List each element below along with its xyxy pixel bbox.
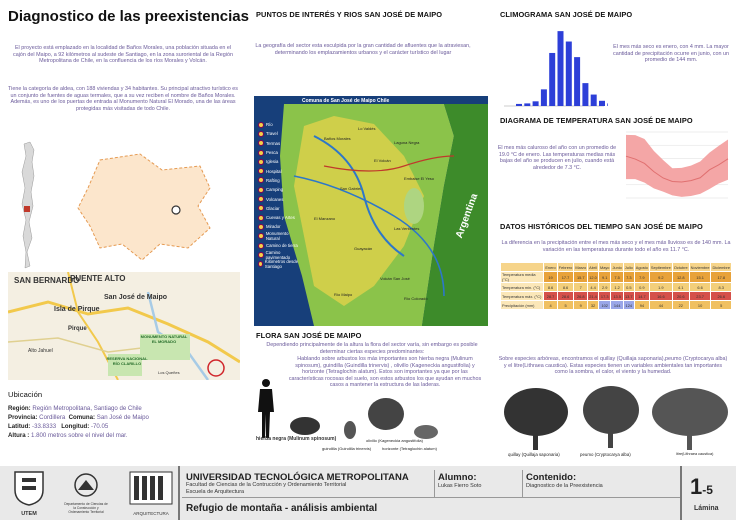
quillay-tree xyxy=(500,386,572,452)
contenido-value: Diagnostico de la Preexistencia xyxy=(526,483,603,489)
dept-logo xyxy=(64,472,108,516)
table-header-cell: Julio xyxy=(624,264,633,270)
region-value: Región Metropolitana, Santiago de Chile xyxy=(32,405,142,412)
place-label: El Volcán xyxy=(374,158,391,163)
university-name: UNIVERSIDAD TECNOLÓGICA METROPOLITANA xyxy=(186,472,409,483)
provincia-value: Cordillera xyxy=(39,414,66,422)
faculty-name: Facultad de Ciencias de la Contrucción y Ordenamiento Territorial xyxy=(186,482,347,488)
table-cell: 1.9 xyxy=(649,283,672,292)
tree-label: litre(Lithraea caustica) xyxy=(676,452,714,456)
table-row-label: Temperatura media (°C) xyxy=(501,272,544,283)
legend-item: Cuevas y Artes xyxy=(258,213,302,222)
place-label: Las Vertientes xyxy=(394,226,420,231)
climograma-bar xyxy=(524,103,530,106)
tree-label: peumo (Cryptocarya alba) xyxy=(580,452,631,457)
map-label-san-jose: San José de Maipo xyxy=(104,294,168,301)
clima-title: CLIMOGRAMA SAN JOSÉ DE MAIPO xyxy=(500,10,633,19)
historical-table xyxy=(500,262,732,310)
dept-label: Departamento de Ciencias de la Construcción y Ordenamiento Territorial xyxy=(64,502,108,514)
page-title: Diagnostico de las preexistencias xyxy=(8,8,249,25)
legend-item: Glaciar xyxy=(258,204,302,213)
utem-label: UTEM xyxy=(21,511,37,517)
table-cell: 4 xyxy=(544,301,557,310)
legend-item: Travel xyxy=(258,129,302,138)
table-cell: 4.1 xyxy=(672,283,689,292)
table-header-cell: Abril xyxy=(589,264,597,270)
contenido-label: Contenido: xyxy=(526,472,577,483)
table-row xyxy=(501,272,732,283)
table-cell: 8.3 xyxy=(711,283,732,292)
plant-label: guindilla (Guindilla trinervis) xyxy=(322,446,372,451)
climograma-bar xyxy=(566,42,572,106)
climograma-bar xyxy=(549,53,555,106)
temp-text: El mes más caluroso del año con un promedio de 19.0 °C de enero. Las temperaturas medias más bajas del año se producen en julio, cuando está alrededor de 7.3 °C. xyxy=(497,145,617,171)
table-cell: 17.3 xyxy=(598,292,611,301)
legend-item: Rafting xyxy=(258,176,302,185)
place-label: Embalse El Yeso xyxy=(404,176,435,181)
table-cell: 8.6 xyxy=(544,283,557,292)
table-row xyxy=(501,283,732,292)
alumno-label: Alumno: xyxy=(438,472,477,483)
lamina-label: Lámina xyxy=(694,505,719,512)
climograma-bar xyxy=(533,101,539,106)
legend-item: Camino pavimentado xyxy=(258,250,302,259)
intro-text-2: Tiene la categoría de aldea, con 188 viviendas y 34 habitantes. Su principal atractivo turístico es un conjunto de fuentes de aguas termales, que a su vez reciben el nombre de Baños Morales. Además, es uno de los puertas de entrada al Monumento Natural El Morado, una de las áreas protegidas más visitadas de todo Chile. xyxy=(8,86,238,112)
climograma-bar xyxy=(574,57,580,106)
map-label-los-quenes: Los Queñes xyxy=(158,370,180,375)
climograma-bar xyxy=(582,83,588,106)
school-name: Escuela de Arquitectura xyxy=(186,489,245,495)
table-cell: 7.9 xyxy=(634,272,649,283)
table-cell: 7.5 xyxy=(611,272,623,283)
table-cell: 2.9 xyxy=(598,283,611,292)
flora-text-right: Sobre especies arbóreas, encontramos el quillay (Quillaja saponaria),peumo (Cryptocarya alba) y el litre(Lithraea caustica). Estas especies tienen un variables ambientales tan importantes como la sombra, el calor, el viento y la humedad. xyxy=(498,356,728,376)
climograma-chart xyxy=(500,20,608,112)
arquitectura-logo xyxy=(128,470,174,516)
table-header-cell: Septiembre xyxy=(650,264,671,270)
altura-value: 1.800 metros sobre el nivel del mar. xyxy=(31,432,128,440)
table-cell: 4.4 xyxy=(588,283,599,292)
table-cell: 6.6 xyxy=(689,283,711,292)
climograma-bar xyxy=(558,31,564,106)
table-cell: 9.1 xyxy=(598,272,611,283)
location-marker xyxy=(172,206,180,214)
table-cell: 15.7 xyxy=(574,272,588,283)
climograma-bar xyxy=(541,89,547,106)
legend-item: Pesca xyxy=(258,148,302,157)
place-label: Río Maipo xyxy=(334,292,353,297)
hist-text: La diferencia en la precipitación entre el mes más seco y el mes más lluvioso es de 140 mm. La variación en las temperaturas durante todo el año es 11.7 °C. xyxy=(501,240,731,253)
points-of-interest-map xyxy=(254,96,488,326)
region-label: Región: xyxy=(8,405,31,412)
litre-tree xyxy=(648,386,732,452)
legend-item: Termas xyxy=(258,139,302,148)
table-cell: 44 xyxy=(649,301,672,310)
table-header-cell: Diciembre xyxy=(712,264,730,270)
legend-item: Río xyxy=(258,120,302,129)
table-cell: 26.6 xyxy=(711,292,732,301)
argentina-label: Argentina xyxy=(454,192,481,240)
latitud-label: Latitud: xyxy=(8,423,31,431)
table-cell: 17.7 xyxy=(557,272,574,283)
site-circle xyxy=(208,360,224,376)
map-label-reserva: RESERVA NACIONAL RÍO CLARILLO xyxy=(106,356,148,366)
table-header-cell: Marzo xyxy=(575,264,587,270)
table-cell: 15.1 xyxy=(689,272,711,283)
table-header-cell: Agosto xyxy=(635,264,648,270)
intro-text: El proyecto está emplazado en la localidad de Baños Morales, una población situada en el cajón del Maipo, a 92 kilómetros al sudeste de Santiago, en la zona suroriental de la Región Metropolitana de Chile, en la confluencia de los ríos Morales y Volcán. xyxy=(13,45,233,65)
climograma-bar xyxy=(591,95,597,106)
table-cell: 5 xyxy=(711,301,732,310)
map-label-puente-alto: PUENTE ALTO xyxy=(70,274,126,283)
map-label-alto-jahuel: Alto Jahuel xyxy=(28,348,53,354)
legend-item: Volcanes xyxy=(258,194,302,203)
alumno-name: Lukas Fierro Soto xyxy=(438,483,482,489)
legend-item: Monumento Natural xyxy=(258,232,302,241)
table-cell: 7 xyxy=(574,283,588,292)
table-cell: 0.9 xyxy=(634,283,649,292)
table-header-cell: Octubre xyxy=(673,264,688,270)
road-map xyxy=(8,272,240,380)
region-marker xyxy=(24,206,30,212)
legend-item: Camping xyxy=(258,185,302,194)
ubicacion-title: Ubicación xyxy=(8,390,43,399)
legend-item: Mirador xyxy=(258,222,302,231)
table-header-cell: Mayo xyxy=(599,264,610,270)
comuna-label: Comuna: xyxy=(68,414,96,422)
table-cell: 1.2 xyxy=(611,283,623,292)
table-header-cell xyxy=(501,263,544,272)
map-label-pirque: Pirque xyxy=(68,326,87,332)
olivillo-plant xyxy=(366,394,406,434)
plant-label: hierba negra (Mulinum spinosum) xyxy=(256,436,337,442)
comuna-value: San José de Maipo xyxy=(96,414,149,422)
place-label: Volcán San José xyxy=(380,276,410,281)
table-row-label: Temperatura máx. (°C) xyxy=(501,292,544,301)
poi-legend xyxy=(258,120,302,269)
human-silhouette xyxy=(256,378,276,440)
table-cell: 32 xyxy=(588,301,599,310)
center-text: La geografía del sector esta esculpida por la gran cantidad de afluentes que la atraviesan, determinando los emplazamientos urbanos y el carácter turístico del lugar xyxy=(255,43,471,56)
table-header-cell: Junio xyxy=(612,264,622,270)
table-header-cell: Noviembre xyxy=(690,264,710,270)
legend-item: Hospital xyxy=(258,166,302,175)
table-row xyxy=(501,301,732,310)
longitud-value: -70.05 xyxy=(91,423,109,431)
table-cell: 7.3 xyxy=(623,272,634,283)
table-cell: 26.8 xyxy=(574,292,588,301)
chile-map xyxy=(16,140,42,270)
climograma-bar xyxy=(607,103,608,106)
longitud-label: Longitud: xyxy=(61,423,90,431)
table-cell: 0.5 xyxy=(623,283,634,292)
table-cell: 23.7 xyxy=(689,292,711,301)
hierba-negra-plant xyxy=(288,412,322,436)
table-cell: 102 xyxy=(598,301,611,310)
clima-text: El mes más seco es enero, con 4 mm. La mayor cantidad de precipitación ocurre en junio, con un promedio de 144 mm. xyxy=(613,44,729,64)
table-cell: 9 xyxy=(574,301,588,310)
place-label: Baños Morales xyxy=(324,136,351,141)
table-cell: 12.8 xyxy=(672,272,689,283)
map-label-isla-pirque: Isla de Pirque xyxy=(54,306,100,313)
table-cell: 14.7 xyxy=(634,292,649,301)
ubicacion-block xyxy=(8,404,243,440)
place-label: Laguna Negra xyxy=(394,140,420,145)
map-label-monumento: MONUMENTO NATURAL EL MORADO xyxy=(140,334,188,344)
flora-subtitle: Dependiendo principalmente de la altura la flora del sector varía, sin embargo es posible determinar ciertas especies predominantes: xyxy=(266,342,478,355)
latitud-value: -33.8333 xyxy=(32,423,57,431)
provincia-label: Provincia: xyxy=(8,414,38,422)
hist-title: DATOS HISTÓRICOS DEL TIEMPO SAN JOSÉ DE MAIPO xyxy=(500,222,703,231)
table-row-label: Precipitación (mm) xyxy=(501,301,544,310)
table-header-cell: Enero xyxy=(545,264,556,270)
table-cell: 20.6 xyxy=(672,292,689,301)
table-header-cell: Febrero xyxy=(558,264,573,270)
temperature-chart xyxy=(622,128,732,202)
map-label-san-bernardo: SAN BERNARDO xyxy=(14,276,80,285)
table-cell: 5 xyxy=(557,301,574,310)
table-cell: 17.8 xyxy=(711,272,732,283)
place-label: Lo Valdés xyxy=(358,126,376,131)
table-cell: 22 xyxy=(672,301,689,310)
table-cell: 144 xyxy=(611,301,623,310)
project-title: Refugio de montaña - análisis ambiental xyxy=(186,503,378,514)
table-header-row xyxy=(501,263,732,272)
table-cell: 21.4 xyxy=(589,293,597,299)
table-cell: 28.7 xyxy=(544,292,557,301)
place-label: El Manzano xyxy=(314,216,336,221)
poi-map-title: Comuna de San José de Maipo Chile xyxy=(302,98,390,104)
table-cell: 28.6 xyxy=(557,292,574,301)
horizonte-plant xyxy=(412,420,440,440)
table-cell: 9.2 xyxy=(649,272,672,283)
peumo-tree xyxy=(580,384,642,450)
place-label: Guayacán xyxy=(354,246,373,251)
table-cell: 8.6 xyxy=(557,283,574,292)
legend-item: Iglesia xyxy=(258,157,302,166)
table-cell: 124 xyxy=(623,301,634,310)
table-row xyxy=(501,292,732,301)
utem-logo xyxy=(12,470,46,516)
climograma-bar xyxy=(516,104,522,106)
table-cell: 10 xyxy=(689,301,711,310)
arq-label: ARQUITECTURA xyxy=(133,511,169,516)
place-label: San Gabriel xyxy=(340,186,362,191)
table-row-label: Temperatura min. (°C) xyxy=(501,283,544,292)
table-cell: 12.0 xyxy=(588,272,599,283)
region-map xyxy=(70,148,220,266)
guindilla-plant xyxy=(342,418,358,440)
tree-label: quillay (Quillaja saponaria) xyxy=(508,452,560,457)
table-cell: 13.7 xyxy=(625,293,633,299)
legend-item: Camino de tierra xyxy=(258,241,302,250)
plant-label: olivillo (Kageneckia angustifolia) xyxy=(366,438,423,443)
temp-title: DIAGRAMA DE TEMPERATURA SAN JOSÉ DE MAIPO xyxy=(500,116,693,125)
table-cell: 13.5 xyxy=(611,292,623,301)
plant-label: horizonte (Tetraglochin alatum) xyxy=(382,446,437,451)
center-title: PUNTOS DE INTERÉS Y RIOS SAN JOSÉ DE MAIPO xyxy=(256,10,443,19)
legend-item: Kilómetros desde Santiago xyxy=(258,259,302,268)
flora-title: FLORA SAN JOSÉ DE MAIPO xyxy=(256,331,362,340)
climograma-bar xyxy=(599,101,605,106)
altura-label: Altura : xyxy=(8,432,30,440)
lamina-number: 1-5 xyxy=(690,474,713,499)
table-cell: 19 xyxy=(544,272,557,283)
table-cell: 16.6 xyxy=(649,292,672,301)
flora-text-left: Hablando sobre arbustos los más importantes son hierba negra (Mulinum spinosum), guindilla (Guindilla trinervis) , olivillo (Kageneckia angustifolia) y horizonte (Tetraglochin alatum). Estos son importantes ya que por las características rocosas del suelo, son estos arbustos los que ayudan en muchos casos a mantener la estructura de las laderas. xyxy=(288,356,482,389)
place-label: Río Colorado xyxy=(404,296,428,301)
table-cell: 94 xyxy=(634,301,649,310)
